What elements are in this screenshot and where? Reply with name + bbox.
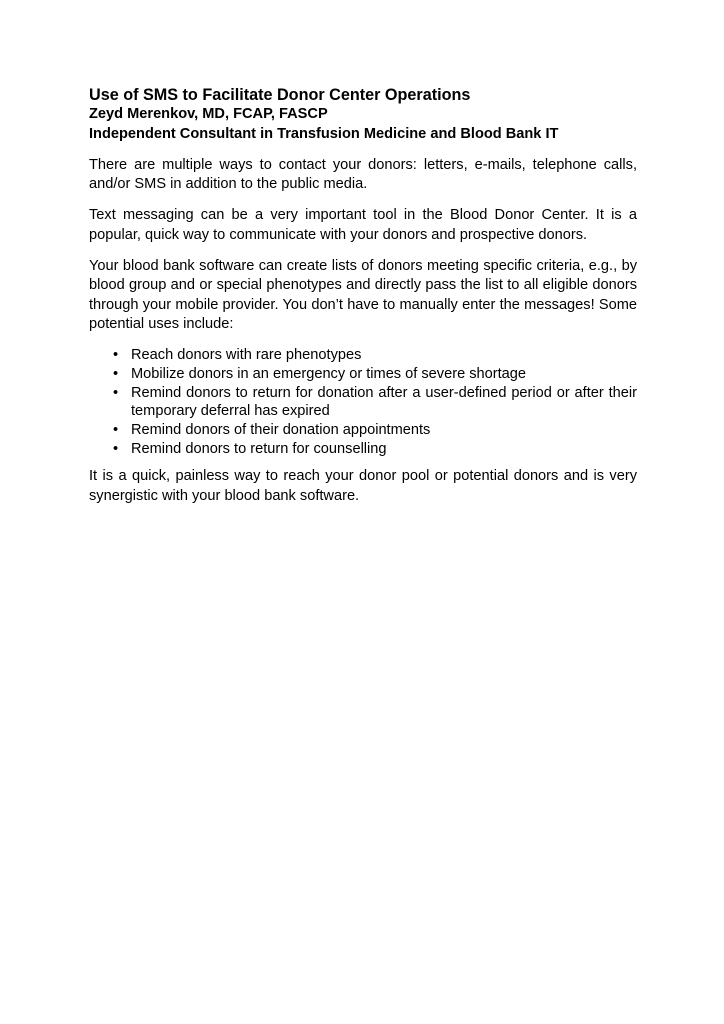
bullet-item-rare-phenotypes: • Reach donors with rare phenotypes [131, 346, 637, 365]
paragraph-contact-methods: There are multiple ways to contact your donors: letters, e-mails, telephone calls, and/or SMS in addition to the public media. [89, 156, 637, 193]
bullet-item-remind-return-donation: • Remind donors to return for donation after a user-defined period or after their temporary deferral has expired [131, 384, 637, 421]
paragraph-software-lists: Your blood bank software can create lists of donors meeting specific criteria, e.g., by blood group and or special phenotypes and directly pass the list to all eligible donors through your mobile provider. You don’t have to manually enter the messages! Some potential uses include: [89, 258, 637, 332]
bullet-list [89, 346, 637, 458]
document-affiliation: Independent Consultant in Transfusion Medicine and Blood Bank IT [89, 125, 559, 142]
document-title: Use of SMS to Facilitate Donor Center Operations [89, 86, 471, 104]
document-content [89, 86, 637, 506]
paragraph-text-messaging: Text messaging can be a very important tool in the Blood Donor Center. It is a popular, quick way to communicate with your donors and prospective donors. [89, 207, 637, 243]
bullet-item-remind-counselling: • Remind donors to return for counselling [131, 440, 637, 459]
document-author: Zeyd Merenkov, MD, FCAP, FASCP [89, 106, 328, 123]
bullet-item-mobilize-donors: • Mobilize donors in an emergency or times of severe shortage [131, 365, 637, 384]
bullet-item-remind-appointments: • Remind donors of their donation appointments [131, 421, 637, 440]
closing-paragraph: It is a quick, painless way to reach your donor pool or potential donors and is very synergistic with your blood bank software. [89, 468, 637, 504]
